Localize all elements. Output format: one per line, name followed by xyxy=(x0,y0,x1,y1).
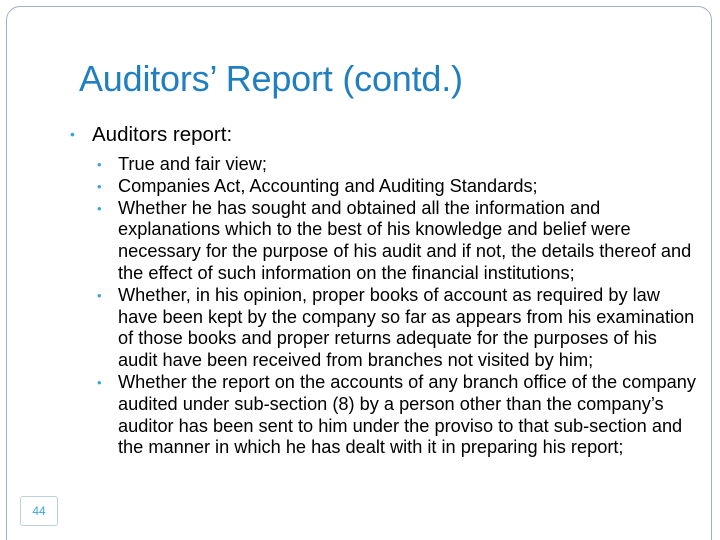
bullet-icon: • xyxy=(70,126,75,142)
slide-title: Auditors’ Report (contd.) xyxy=(79,58,463,99)
bullet-icon: • xyxy=(97,374,102,390)
list-item-text: Whether, in his opinion, proper books of account as required by law have been kept by the company so far as appears from his examination of those books and proper returns adequate for the purposes of his audit have been received from branches not visited by him; xyxy=(118,284,695,371)
list-item xyxy=(97,154,697,176)
bullet-icon: • xyxy=(97,200,102,216)
list-item-text: True and fair view; xyxy=(118,154,267,174)
level1-text: Auditors report: xyxy=(92,123,233,146)
list-item xyxy=(97,372,697,459)
bullet-icon: • xyxy=(97,178,102,194)
list-item-text: Companies Act, Accounting and Auditing Standards; xyxy=(118,175,538,196)
list-item-text: Whether he has sought and obtained all the information and explanations which to the best of his knowledge and belief were necessary for the purpose of his audit and if not, the details thereof and the effect of such information on the financial institutions; xyxy=(118,197,692,283)
list-item xyxy=(97,176,697,198)
page-number: 44 xyxy=(20,496,58,526)
list-item xyxy=(97,285,697,372)
sub-bullet-list xyxy=(97,154,697,459)
list-item-text: Whether the report on the accounts of any branch office of the company audited under sub-section (8) by a person other than the company’s auditor has been sent to him under the proviso to that sub-section and the manner in which he has dealt with it in preparing his report; xyxy=(118,371,696,458)
bullet-icon: • xyxy=(97,287,102,303)
level1-bullet-item xyxy=(70,123,232,147)
list-item xyxy=(97,198,697,285)
bullet-icon: • xyxy=(97,157,102,172)
